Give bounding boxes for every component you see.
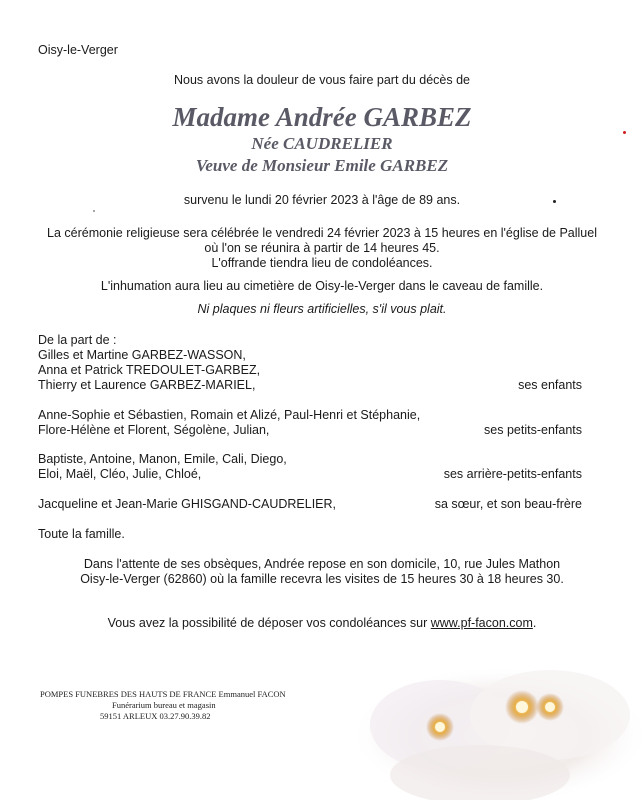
whole-family: Toute la famille. [38,527,125,541]
scan-dot [623,131,626,134]
candle-flowers-image [350,655,644,800]
inhumation-text: L'inhumation aura lieu au cimetière de Oisy-le-Verger dans le caveau de famille. [100,279,544,293]
children-list [38,348,260,393]
maiden-name: Née CAUDRELIER [251,134,393,153]
great-grandchildren-list [38,452,287,482]
town-header: Oisy-le-Verger [38,43,118,57]
intro-text: Nous avons la douleur de vous faire part du décès de [173,73,471,87]
scan-dot [553,200,556,203]
great-grandchildren-role: ses arrière-petits-enfants [443,467,582,481]
deceased-name: Madame Andrée GARBEZ [172,102,472,132]
repose-line-2: Oisy-le-Verger (62860) où la famille recevra les visites de 15 heures 30 à 18 heures 30. [80,572,564,586]
funeral-home-name: POMPES FUNEBRES DES HAUTS DE FRANCE Emmanuel FACON [40,689,286,699]
condolences-lead: Vous avez la possibilité de déposer vos condoléances sur [107,616,431,630]
grandchildren-list [38,408,420,438]
repose-line-1: Dans l'attente de ses obsèques, Andrée repose en son domicile, 10, rue Jules Mathon [83,557,561,571]
family-intro: De la part de : [38,333,117,347]
ceremony-line-3: L'offrande tiendra lieu de condoléances. [211,256,433,270]
funeral-home-services: Funérarium bureau et magasin [112,700,216,710]
list-item: Jacqueline et Jean-Marie GHISGAND-CAUDRELIER, [38,497,337,511]
death-date: survenu le lundi 20 février 2023 à l'âge de 89 ans. [183,193,461,207]
grandchildren-role: ses petits-enfants [484,423,582,437]
funeral-home-block [40,689,330,722]
sibling-role: sa sœur, et son beau-frère [434,497,582,511]
condolences-end: . [532,616,537,630]
list-item: Flore-Hélène et Florent, Ségolène, Julian, [38,423,270,437]
list-item: Gilles et Martine GARBEZ-WASSON, [38,348,246,362]
list-item: Thierry et Laurence GARBEZ-MARIEL, [38,378,256,392]
list-item: Eloi, Maël, Cléo, Julie, Chloé, [38,467,202,481]
funeral-home-address: 59151 ARLEUX 03.27.90.39.82 [100,711,211,721]
flowers-note: Ni plaques ni fleurs artificielles, s'il vous plait. [197,302,447,316]
ceremony-line-2: où l'on se réunira à partir de 14 heures 45. [204,241,440,255]
list-item: Baptiste, Antoine, Manon, Emile, Cali, Diego, [38,452,287,466]
condolences-link[interactable]: www.pf-facon.com [430,616,533,630]
widow-of: Veuve de Monsieur Emile GARBEZ [195,156,449,175]
children-role: ses enfants [518,378,582,392]
ceremony-line-1: La cérémonie religieuse sera célébrée le vendredi 24 février 2023 à 15 heures en l'église de Palluel [47,226,597,240]
scan-dot [93,210,95,212]
list-item: Anne-Sophie et Sébastien, Romain et Alizé, Paul-Henri et Stéphanie, [38,408,421,422]
sibling-list [38,497,336,512]
list-item: Anna et Patrick TREDOULET-GARBEZ, [38,363,261,377]
condolences-text [0,616,644,631]
